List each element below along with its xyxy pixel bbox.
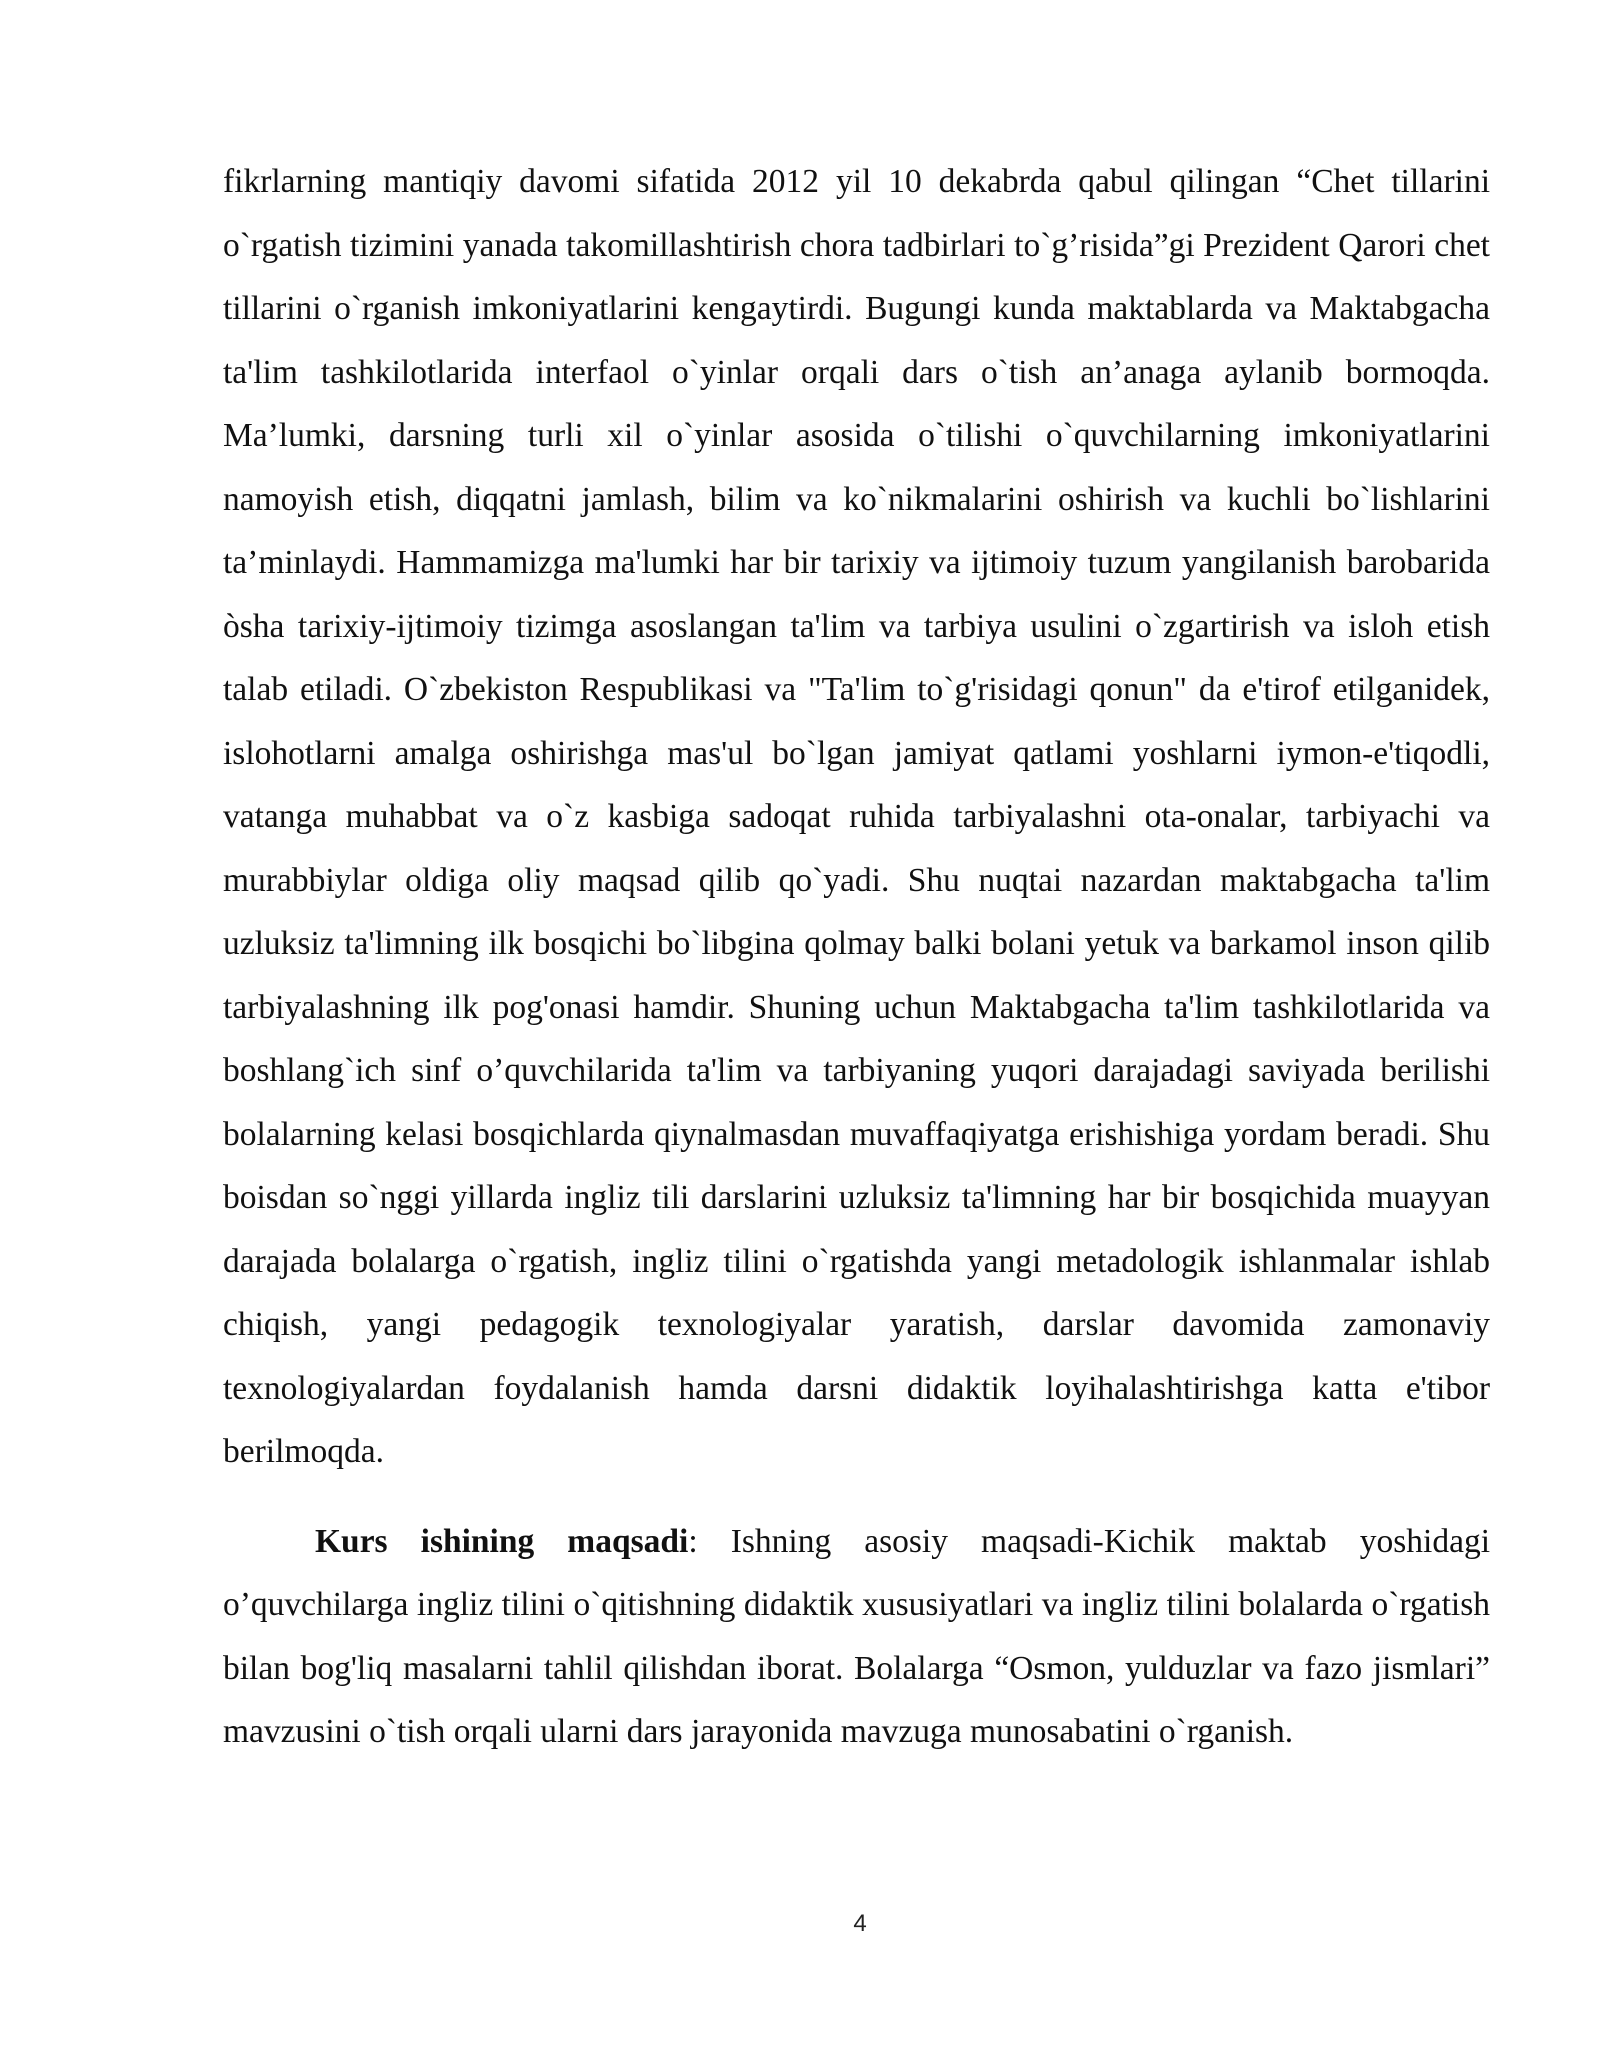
body-text — [223, 150, 1490, 1764]
paragraph-continuation: fikrlarning mantiqiy davomi sifatida 2012 yil 10 dekabrda qabul qilingan “Chet tillarini o`rgatish tizimini yanada takomillashtirish chora tadbirlari to`g’risida”gi Prezident Qarori chet tillarini o`rganish imkoniyatlarini kengaytirdi. Bugungi kunda maktablarda va Maktabgacha ta'lim tashkilotlarida interfaol o`yinlar orqali dars o`tish an’anaga aylanib bormoqda. Ma’lumki, darsning turli xil o`yinlar asosida o`tilishi o`quvchilarning imkoniyatlarini namoyish etish, diqqatni jamlash, bilim va ko`nikmalarini oshirish va kuchli bo`lishlarini ta’minlaydi. Hammamizga ma'lumki har bir tarixiy va ijtimoiy tuzum yangilanish barobarida òsha tarixiy-ijtimoiy tizimga asoslangan ta'lim va tarbiya usulini o`zgartirish va isloh etish talab etiladi. O`zbekiston Respublikasi va "Ta'lim to`g'risidagi qonun" da e'tirof etilganidek, islohotlarni amalga oshirishga mas'ul bo`lgan jamiyat qatlami yoshlarni iymon-e'tiqodli, vatanga muhabbat va o`z kasbiga sadoqat ruhida tarbiyalashni ota-onalar, tarbiyachi va murabbiylar oldiga oliy maqsad qilib qo`yadi. Shu nuqtai nazardan maktabgacha ta'lim uzluksiz ta'limning ilk bosqichi bo`libgina qolmay balki bolani yetuk va barkamol inson qilib tarbiyalashning ilk pog'onasi hamdir. Shuning uchun Maktabgacha ta'lim tashkilotlarida va boshlang`ich sinf o’quvchilarida ta'lim va tarbiyaning yuqori darajadagi saviyada berilishi bolalarning kelasi bosqichlarda qiynalmasdan muvaffaqiyatga erishishiga yordam beradi. Shu boisdan so`nggi yillarda ingliz tili darslarini uzluksiz ta'limning har bir bosqichida muayyan darajada bolalarga o`rgatish, ingliz tilini o`rgatishda yangi metadologik ishlanmalar ishlab chiqish, yangi pedagogik texnologiyalar yaratish, darslar davomida zamonaviy texnologiyalardan foydalanish hamda darsni didaktik loyihalashtirishga katta e'tibor berilmoqda. — [223, 163, 1490, 1470]
course-goal-heading: Kurs ishining maqsadi — [315, 1522, 689, 1560]
paragraph-course-goal — [223, 1510, 1490, 1764]
page-number: 4 — [853, 1910, 867, 1937]
course-goal-text: : Ishning asosiy maqsadi-Kichik maktab yoshidagi o’quvchilarga ingliz tilini o`qitishning didaktik xususiyatlari va ingliz tilini bolalarda o`rgatish bilan bog'liq masalarni tahlil qilishdan iborat. Bolalarga “Osmon, yulduzlar va fazo jismlari” mavzusini o`tish orqali ularni dars jarayonida mavzuga munosabatini o`rganish. — [223, 1522, 1490, 1750]
